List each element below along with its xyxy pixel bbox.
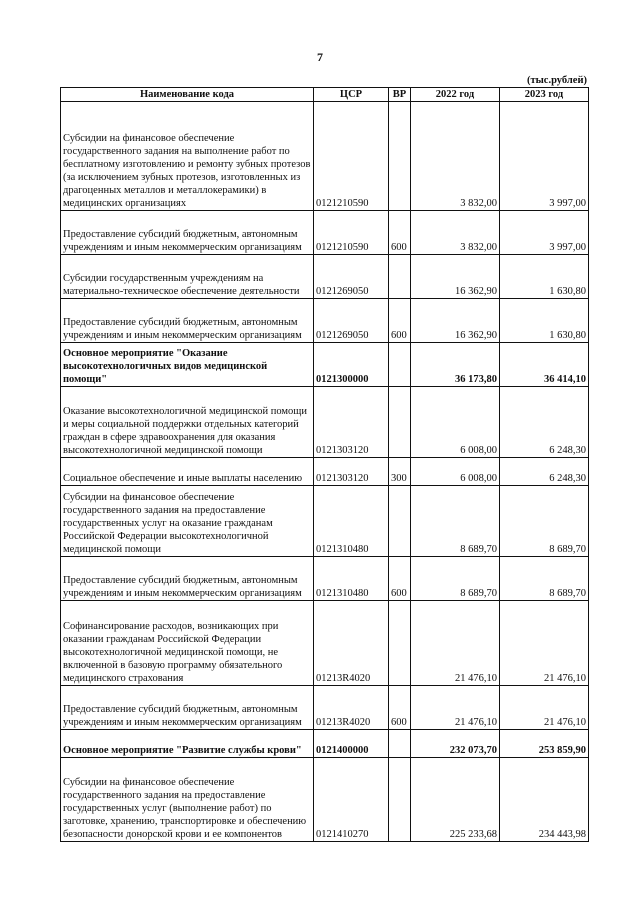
row-csr: 0121269050 (314, 255, 389, 299)
page-number: 7 (317, 50, 323, 64)
table-row (61, 758, 589, 842)
row-name: Субсидии на финансовое обеспечение государственного задания на предоставление государственных услуг на оказание гражданам Российской Федерации высокотехнологичной медицинской помощи (61, 486, 314, 557)
column-header-2023: 2023 год (500, 88, 589, 102)
table-row (61, 557, 589, 601)
row-vr (389, 255, 411, 299)
row-value-2023: 234 443,98 (500, 758, 589, 842)
row-vr (389, 343, 411, 387)
table-row (61, 458, 589, 486)
row-vr (389, 758, 411, 842)
row-name: Субсидии на финансовое обеспечение государственного задания на предоставление государственных услуг (выполнение работ) по заготовке, хранению, транспортировке и обеспечению безопасности донорской крови и ее компонентов (61, 758, 314, 842)
row-value-2022: 36 173,80 (411, 343, 500, 387)
row-value-2023: 8 689,70 (500, 486, 589, 557)
row-vr: 600 (389, 557, 411, 601)
row-vr: 600 (389, 686, 411, 730)
row-csr: 0121210590 (314, 211, 389, 255)
row-name: Софинансирование расходов, возникающих при оказании гражданам Российской Федерации высокотехнологичной медицинской помощи, не включенной в базовую программу обязательного медицинского страхования (61, 601, 314, 686)
row-value-2023: 8 689,70 (500, 557, 589, 601)
table-row (61, 730, 589, 758)
row-name: Предоставление субсидий бюджетным, автономным учреждениям и иным некоммерческим организациям (61, 557, 314, 601)
row-name: Основное мероприятие "Развитие службы крови" (61, 730, 314, 758)
row-value-2023: 6 248,30 (500, 387, 589, 458)
budget-table (60, 87, 589, 842)
row-name: Оказание высокотехнологичной медицинской помощи и меры социальной поддержки отдельных категорий граждан в сфере здравоохранения для оказания высокотехнологичной медицинской помощи (61, 387, 314, 458)
row-name: Основное мероприятие "Оказание высокотехнологичных видов медицинской помощи" (61, 343, 314, 387)
row-value-2022: 232 073,70 (411, 730, 500, 758)
table-row (61, 601, 589, 686)
row-value-2022: 21 476,10 (411, 601, 500, 686)
row-csr: 0121210590 (314, 102, 389, 211)
row-vr (389, 102, 411, 211)
row-vr (389, 601, 411, 686)
row-value-2022: 8 689,70 (411, 557, 500, 601)
row-vr: 600 (389, 299, 411, 343)
row-value-2023: 3 997,00 (500, 102, 589, 211)
table-body (61, 102, 589, 842)
table-row (61, 486, 589, 557)
table-row (61, 343, 589, 387)
table-row (61, 211, 589, 255)
row-name: Субсидии государственным учреждениям на материально-техническое обеспечение деятельности (61, 255, 314, 299)
row-vr (389, 486, 411, 557)
row-vr (389, 387, 411, 458)
row-value-2023: 1 630,80 (500, 255, 589, 299)
table-row (61, 299, 589, 343)
row-value-2022: 6 008,00 (411, 458, 500, 486)
row-value-2022: 21 476,10 (411, 686, 500, 730)
row-value-2023: 36 414,10 (500, 343, 589, 387)
row-csr: 01213R4020 (314, 686, 389, 730)
row-csr: 0121303120 (314, 458, 389, 486)
row-csr: 0121269050 (314, 299, 389, 343)
row-csr: 0121300000 (314, 343, 389, 387)
column-header-2022: 2022 год (411, 88, 500, 102)
row-value-2022: 6 008,00 (411, 387, 500, 458)
row-vr: 300 (389, 458, 411, 486)
row-value-2022: 3 832,00 (411, 211, 500, 255)
row-csr: 01213R4020 (314, 601, 389, 686)
row-vr (389, 730, 411, 758)
row-csr: 0121303120 (314, 387, 389, 458)
row-value-2023: 3 997,00 (500, 211, 589, 255)
row-value-2022: 225 233,68 (411, 758, 500, 842)
column-header-vr: ВР (389, 88, 411, 102)
row-value-2023: 21 476,10 (500, 686, 589, 730)
row-csr: 0121410270 (314, 758, 389, 842)
row-name: Социальное обеспечение и иные выплаты населению (61, 458, 314, 486)
row-csr: 0121400000 (314, 730, 389, 758)
row-value-2023: 6 248,30 (500, 458, 589, 486)
row-name: Предоставление субсидий бюджетным, автономным учреждениям и иным некоммерческим организациям (61, 211, 314, 255)
row-value-2022: 16 362,90 (411, 255, 500, 299)
table-row (61, 387, 589, 458)
row-value-2023: 1 630,80 (500, 299, 589, 343)
row-value-2022: 3 832,00 (411, 102, 500, 211)
row-value-2022: 16 362,90 (411, 299, 500, 343)
table-header-row (61, 88, 589, 102)
row-csr: 0121310480 (314, 486, 389, 557)
column-header-csr: ЦСР (314, 88, 389, 102)
table-row (61, 255, 589, 299)
row-name: Предоставление субсидий бюджетным, автономным учреждениям и иным некоммерческим организациям (61, 686, 314, 730)
row-name: Субсидии на финансовое обеспечение государственного задания на выполнение работ по бесплатному изготовлению и ремонту зубных протезов (за исключением зубных протезов, изготовленных из драгоценных металлов и металлокерамики) в медицинских организациях (61, 102, 314, 211)
column-header-name: Наименование кода (61, 88, 314, 102)
table-row (61, 686, 589, 730)
row-vr: 600 (389, 211, 411, 255)
row-csr: 0121310480 (314, 557, 389, 601)
row-name: Предоставление субсидий бюджетным, автономным учреждениям и иным некоммерческим организациям (61, 299, 314, 343)
row-value-2023: 21 476,10 (500, 601, 589, 686)
units-label: (тыс.рублей) (526, 75, 587, 86)
table-row (61, 102, 589, 211)
row-value-2023: 253 859,90 (500, 730, 589, 758)
row-value-2022: 8 689,70 (411, 486, 500, 557)
